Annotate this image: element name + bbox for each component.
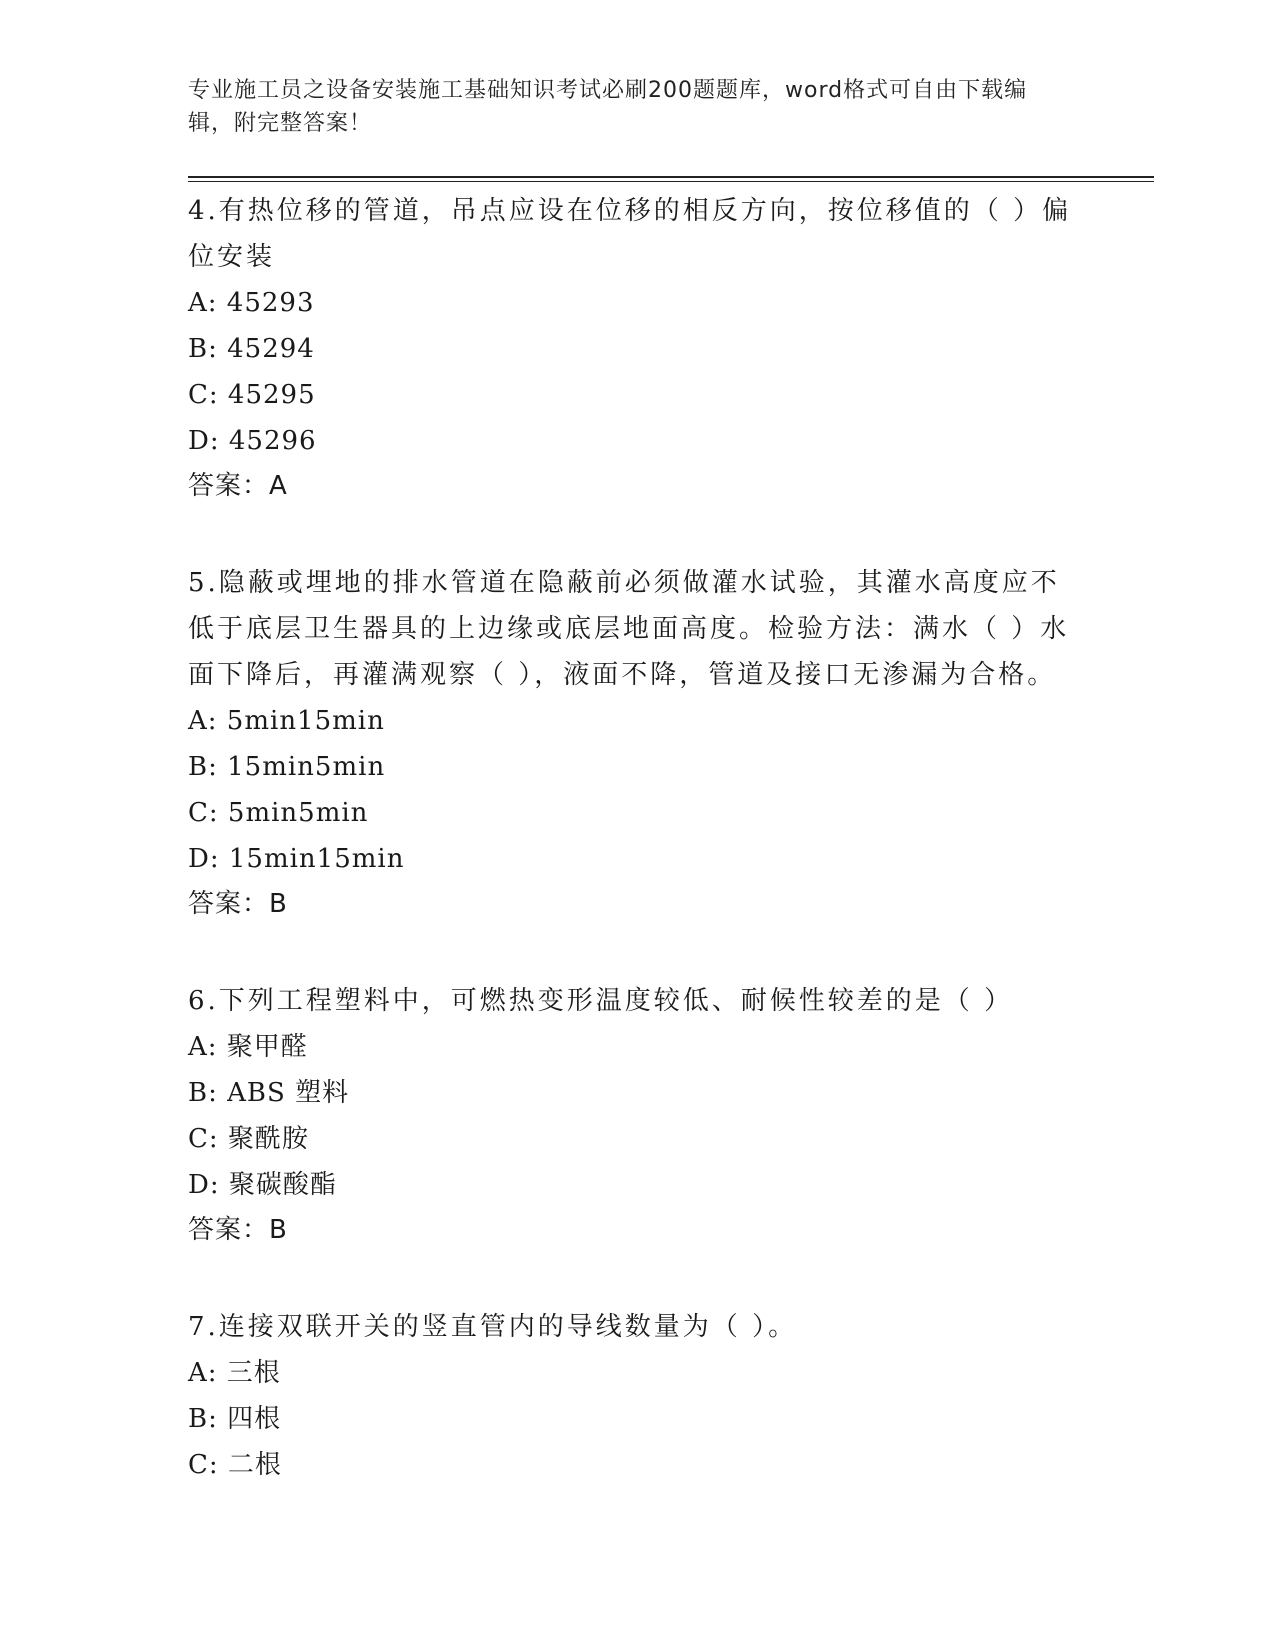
option-c: C: 二根	[188, 1450, 282, 1480]
option-d: D: 45296	[188, 426, 317, 456]
question-text: 6.下列工程塑料中，可燃热变形温度较低、耐候性较差的是（ ）	[188, 986, 1014, 1016]
option-b: B: 四根	[188, 1404, 282, 1434]
option-b: B: ABS 塑料	[188, 1078, 350, 1108]
option-b: B: 15min5min	[188, 752, 386, 782]
question-list	[188, 188, 1088, 1488]
option-a: A: 三根	[188, 1358, 281, 1388]
question-spacer	[188, 1252, 1088, 1304]
question-item	[188, 1304, 1088, 1488]
question-item	[188, 560, 1088, 926]
header-divider	[188, 176, 1154, 178]
option-c: C: 5min5min	[188, 798, 369, 828]
answer-text: 答案：B	[188, 889, 288, 919]
option-c: C: 45295	[188, 380, 316, 410]
question-spacer	[188, 508, 1088, 560]
question-spacer	[188, 926, 1088, 978]
answer-text: 答案：B	[188, 1215, 288, 1245]
question-text: 5.隐蔽或埋地的排水管道在隐蔽前必须做灌水试验，其灌水高度应不低于底层卫生器具的上边缘或底层地面高度。检验方法：满水（ ）水面下降后，再灌满观察（ ），液面不降，管道及接口无渗漏为合格。	[188, 568, 1070, 690]
question-text: 4.有热位移的管道，吊点应设在位移的相反方向，按位移值的（ ）偏位安装	[188, 196, 1072, 272]
answer-text: 答案：A	[188, 471, 288, 501]
option-d: D: 15min15min	[188, 844, 405, 874]
question-item	[188, 188, 1088, 508]
option-d: D: 聚碳酸酯	[188, 1170, 337, 1200]
option-a: A: 聚甲醛	[188, 1032, 308, 1062]
document-header: 专业施工员之设备安装施工基础知识考试必刷200题题库，word格式可自由下载编辑，附完整答案！	[188, 78, 1028, 136]
option-b: B: 45294	[188, 334, 315, 364]
header-divider-thin	[188, 181, 1154, 182]
question-text: 7.连接双联开关的竖直管内的导线数量为（ ）。	[188, 1312, 798, 1342]
option-a: A: 45293	[188, 288, 315, 318]
option-a: A: 5min15min	[188, 706, 385, 736]
question-item	[188, 978, 1088, 1252]
option-c: C: 聚酰胺	[188, 1124, 309, 1154]
